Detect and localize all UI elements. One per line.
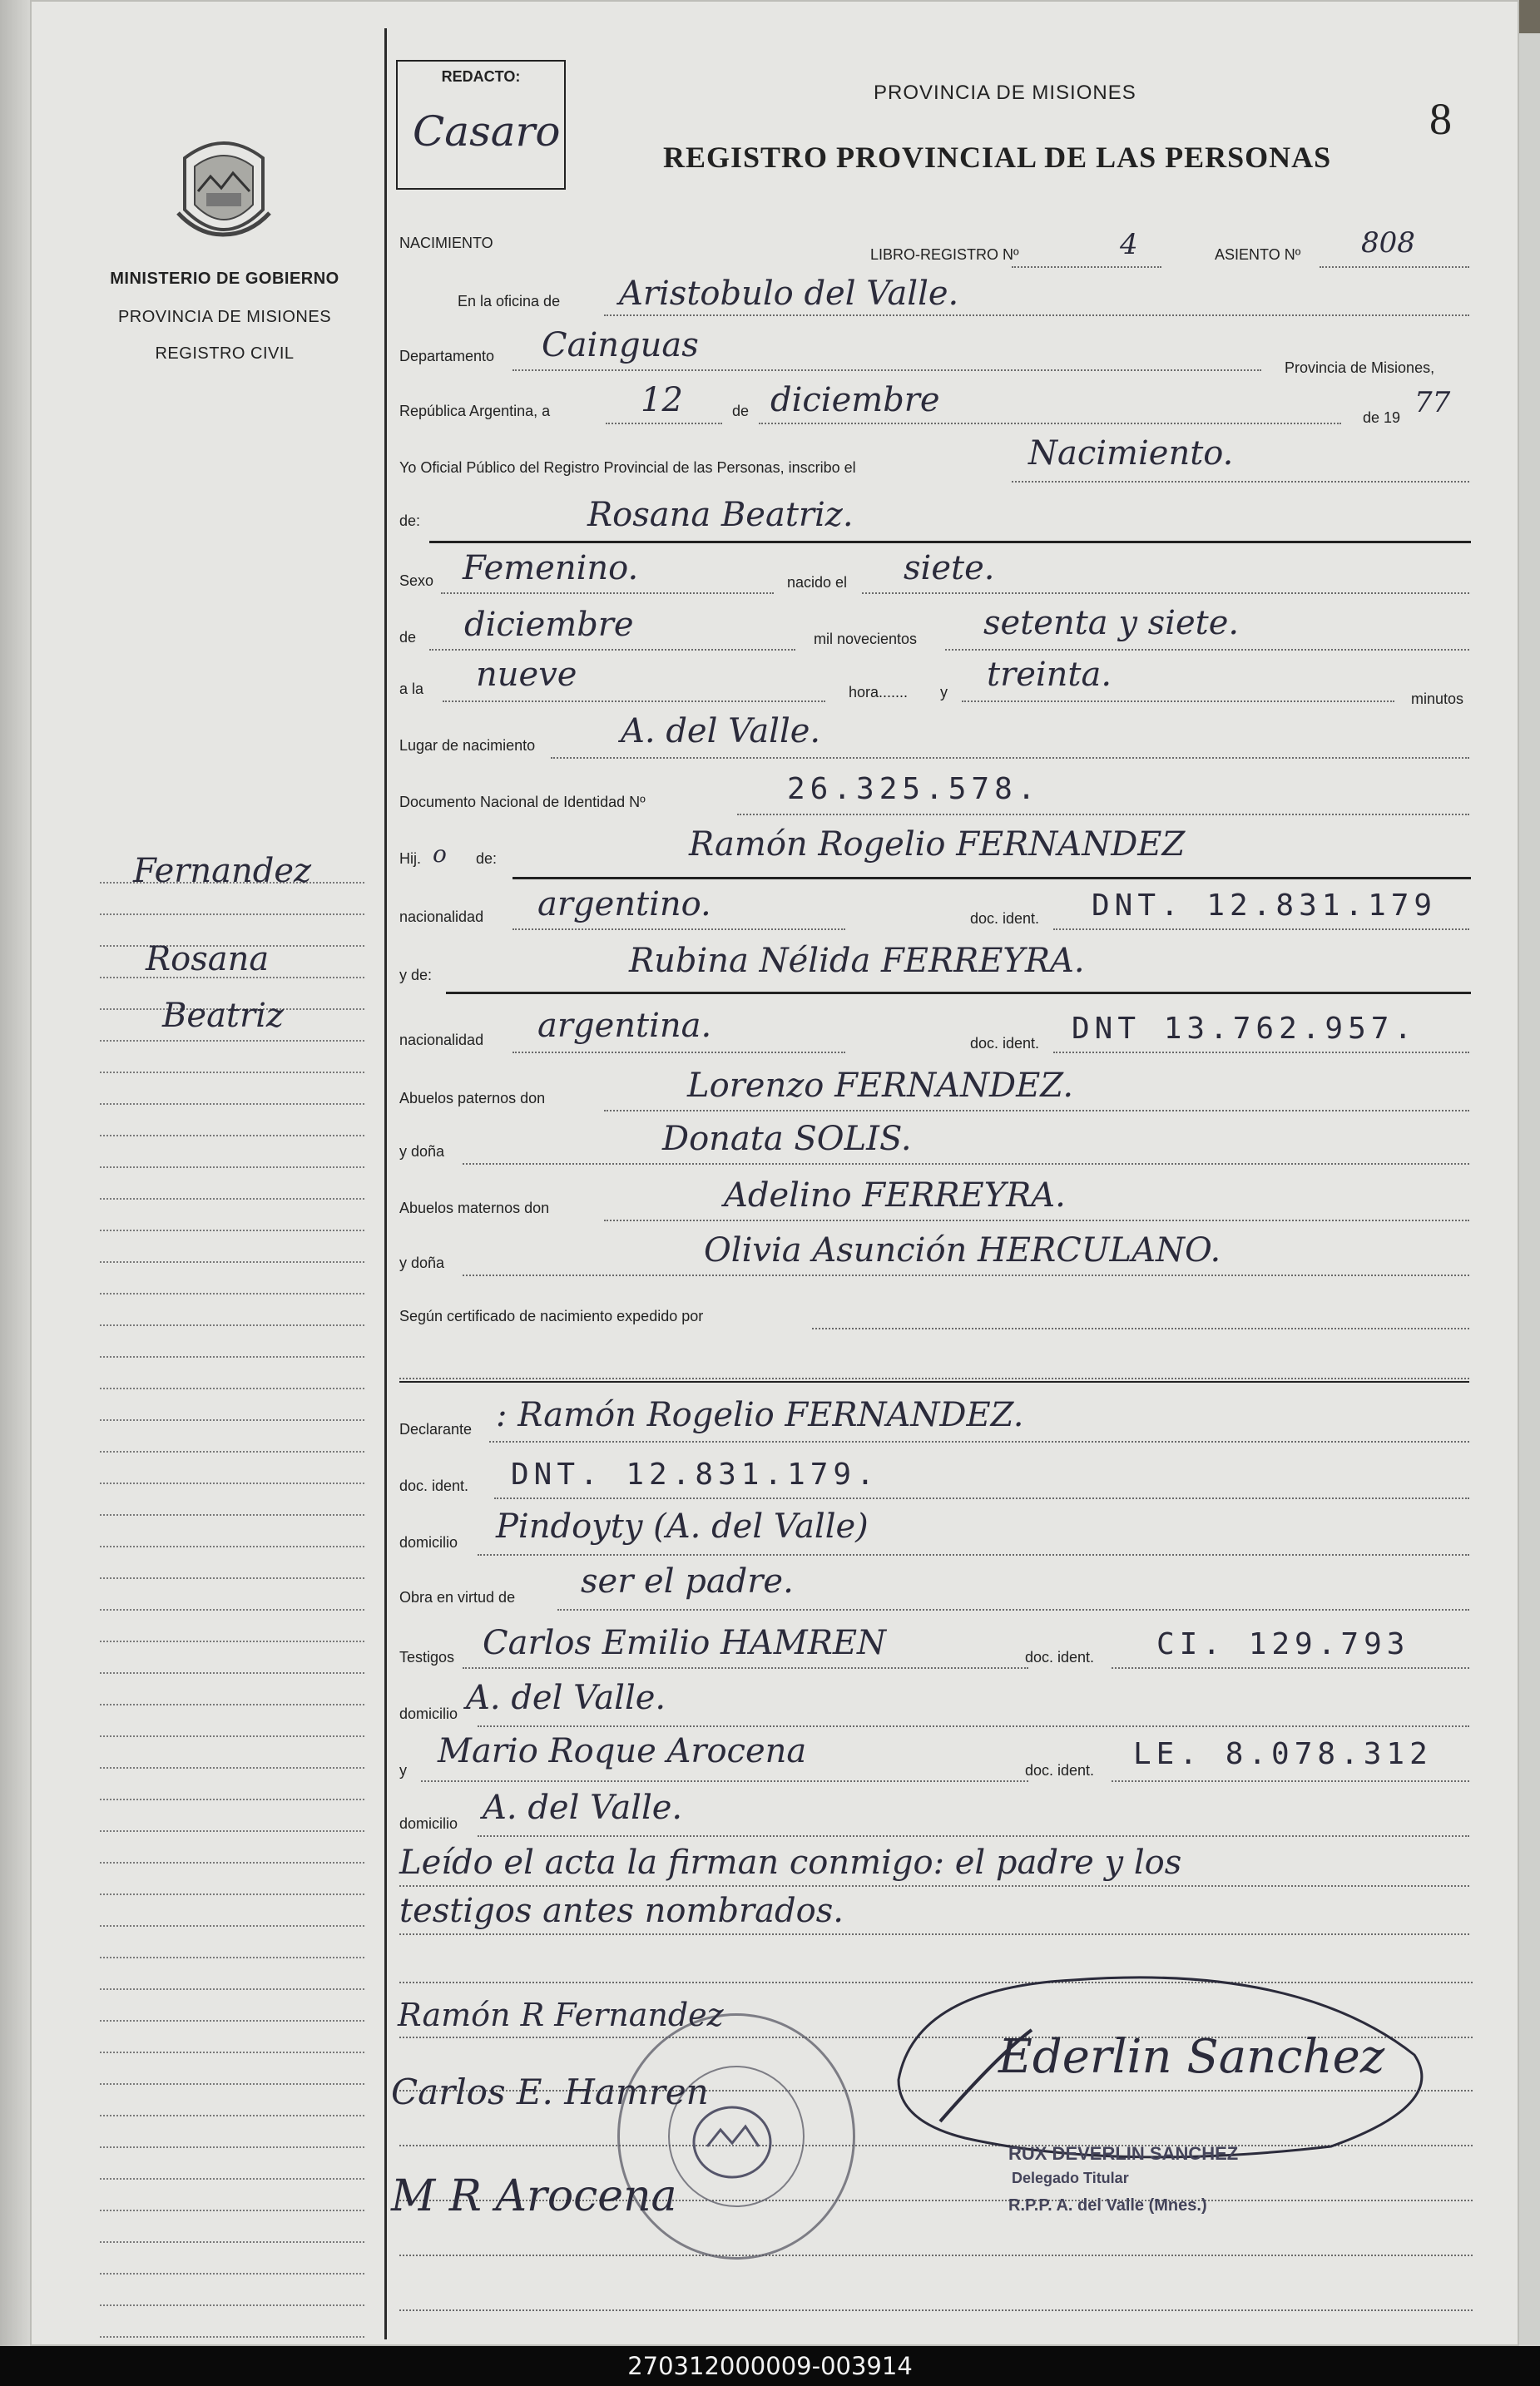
declarante-value: : Ramón Rogelio FERNANDEZ. <box>496 1396 1024 1434</box>
obra-label: Obra en virtud de <box>399 1589 516 1606</box>
row-nombre <box>396 496 1478 542</box>
row-obra <box>396 1562 1478 1617</box>
abm-label: Abuelos maternos don <box>399 1200 550 1216</box>
row-dni <box>396 772 1478 820</box>
nac2-label: nacionalidad <box>399 1032 484 1048</box>
province-seal-icon <box>173 133 275 250</box>
nacido-value: siete. <box>904 549 995 587</box>
domicilio2-value: A. del Valle. <box>466 1679 666 1717</box>
page-number: 8 <box>1429 94 1452 144</box>
ministry-province: PROVINCIA DE MISIONES <box>117 308 332 326</box>
row-declarante <box>396 1396 1478 1449</box>
minutos-label: minutos <box>1411 691 1464 707</box>
row-certificado <box>396 1298 1478 1341</box>
row-testigo2 <box>396 1732 1478 1785</box>
row-oficina <box>396 275 1478 326</box>
obra-value: ser el padre. <box>581 1562 794 1601</box>
domicilio2-label: domicilio <box>399 1705 458 1722</box>
redacto-label: REDACTO: <box>441 68 521 85</box>
nac1-value: argentino. <box>537 885 711 923</box>
testigos-label: Testigos <box>399 1649 455 1666</box>
row-abuela-materna <box>396 1231 1478 1280</box>
nacimiento-label: NACIMIENTO <box>399 235 493 251</box>
ydona2-label: y doña <box>399 1255 445 1271</box>
oficina-value: Aristobulo del Valle. <box>619 275 959 313</box>
doct2-label: doc. ident. <box>1025 1762 1095 1779</box>
de2-label: de: <box>399 512 421 529</box>
anio-value: 77 <box>1414 386 1451 419</box>
nombre-value: Rosana Beatriz. <box>587 496 854 534</box>
lugar-value: A. del Valle. <box>621 712 821 750</box>
hijo-label: Hij. <box>399 850 421 867</box>
domicilio3-value: A. del Valle. <box>483 1789 683 1827</box>
row-domicilio-testigo2 <box>396 1789 1478 1844</box>
official-signature: Ederlin Sanchez <box>998 2030 1385 2084</box>
ministry-registry: REGISTRO CIVIL <box>155 344 295 363</box>
mes-value: diciembre <box>770 381 940 419</box>
de-label: de <box>732 403 750 419</box>
abm-value: Adelino FERREYRA. <box>724 1176 1066 1215</box>
row-fecha-nacimiento <box>396 604 1478 657</box>
abp-label: Abuelos paternos don <box>399 1090 546 1106</box>
row-libro <box>396 226 1478 276</box>
page-edge <box>0 0 30 2346</box>
margin-note-lines <box>100 882 364 2368</box>
sig-line <box>399 2309 1473 2311</box>
oficina-label: En la oficina de <box>458 293 561 309</box>
doc1-label: doc. ident. <box>970 910 1040 927</box>
signature-testigo1: Carlos E. Hamren <box>391 2072 709 2112</box>
libro-value: 4 <box>1120 228 1138 261</box>
republica-label: República Argentina, a <box>399 403 551 419</box>
padre-value: Ramón Rogelio FERNANDEZ <box>689 825 1186 864</box>
mes2-value: diciembre <box>464 606 634 644</box>
ydona1-value: Donata SOLIS. <box>662 1120 912 1158</box>
row-sexo <box>396 549 1478 602</box>
de3-label: de <box>399 629 417 646</box>
departamento-label: Departamento <box>399 348 495 364</box>
ydona2-value: Olivia Asunción HERCULANO. <box>704 1231 1221 1270</box>
margin-note-name1: Rosana <box>146 940 270 978</box>
official-name: RUX DEVERLIN SANCHEZ <box>1008 2143 1239 2164</box>
row-nacionalidad-padre <box>396 885 1478 935</box>
leido-line2: testigos antes nombrados. <box>399 1892 844 1930</box>
row-abuelo-paterno <box>396 1067 1478 1115</box>
margin-divider <box>384 28 387 2339</box>
oficial-value: Nacimiento. <box>1028 434 1234 473</box>
testigo1-value: Carlos Emilio HAMREN <box>483 1624 887 1662</box>
row-departamento <box>396 326 1478 379</box>
doc2-value: DNT 13.762.957. <box>1072 1012 1418 1046</box>
ala-label: a la <box>399 681 424 697</box>
oficial-label: Yo Oficial Público del Registro Provincial de las Personas, inscribo el <box>399 459 856 476</box>
docd-label: doc. ident. <box>399 1478 469 1494</box>
segun-label: Según certificado de nacimiento expedido por <box>399 1308 704 1324</box>
nac2-value: argentina. <box>537 1007 712 1045</box>
registry-header: REGISTRO PROVINCIAL DE LAS PERSONAS <box>663 141 1332 174</box>
row-fecha-inscripcion <box>396 381 1478 431</box>
domicilio1-label: domicilio <box>399 1534 458 1551</box>
nacido-label: nacido el <box>787 574 848 591</box>
row-hijo <box>396 825 1478 877</box>
province-header: PROVINCIA DE MISIONES <box>874 82 1136 104</box>
lugar-label: Lugar de nacimiento <box>399 737 536 754</box>
leido-line1: Leído el acta la firman conmigo: el padre y los <box>399 1844 1182 1882</box>
redacto-box <box>396 60 566 190</box>
row-madre <box>396 942 1478 992</box>
dni-value: 26.325.578. <box>787 772 1041 806</box>
row-abuelo-materno <box>396 1176 1478 1225</box>
margin-note-name2: Beatriz <box>162 997 284 1035</box>
row-leido <box>396 1842 1478 1933</box>
departamento-value: Cainguas <box>542 326 699 364</box>
anio-label: de 19 <box>1363 409 1401 426</box>
declarante-label: Declarante <box>399 1421 473 1438</box>
row-domicilio-testigo1 <box>396 1679 1478 1730</box>
asiento-label: ASIENTO Nº <box>1215 246 1301 263</box>
row-doc-declarante <box>396 1458 1478 1504</box>
margin-note-surname: Fernandez <box>133 852 312 890</box>
signature-testigo2: M R Arocena <box>391 2171 677 2221</box>
hora-value: nueve <box>476 656 577 694</box>
hijo-suffix: o <box>433 840 447 868</box>
sexo-value: Femenino. <box>463 549 639 587</box>
row-testigo1 <box>396 1624 1478 1672</box>
dia-value: 12 <box>641 381 683 419</box>
asiento-value: 808 <box>1361 226 1415 260</box>
document-id-footer: 270312000009-003914 <box>0 2346 1540 2386</box>
dni-label: Documento Nacional de Identidad Nº <box>399 794 646 810</box>
yde-label: y de: <box>399 967 433 983</box>
docd-value: DNT. 12.831.179. <box>511 1458 879 1492</box>
nac1-label: nacionalidad <box>399 908 484 925</box>
abp-value: Lorenzo FERNANDEZ. <box>687 1067 1074 1105</box>
official-title: Delegado Titular <box>1012 2170 1129 2186</box>
sig-line <box>399 2255 1473 2256</box>
row-abuela-paterna <box>396 1120 1478 1168</box>
provincia-suffix: Provincia de Misiones, <box>1285 359 1435 376</box>
official-place: R.P.P. A. del Valle (Mnes.) <box>1008 2196 1207 2215</box>
doct1-value: CI. 129.793 <box>1156 1627 1410 1661</box>
row-domicilio-declarante <box>396 1507 1478 1559</box>
mil-label: mil novecientos <box>814 631 918 647</box>
libro-label: LIBRO-REGISTRO Nº <box>870 246 1019 263</box>
hijo-de-label: de: <box>476 850 498 867</box>
row-nacionalidad-madre <box>396 1007 1478 1058</box>
testigo2-value: Mario Roque Arocena <box>438 1732 807 1770</box>
redacto-value: Casaro <box>413 107 561 156</box>
ministry-title: MINISTERIO DE GOBIERNO <box>110 270 339 288</box>
doc2-label: doc. ident. <box>970 1035 1040 1052</box>
madre-value: Rubina Nélida FERREYRA. <box>629 942 1085 980</box>
doct2-value: LE. 8.078.312 <box>1133 1737 1433 1771</box>
domicilio1-value: Pindoyty (A. del Valle) <box>496 1507 869 1546</box>
domicilio3-label: domicilio <box>399 1815 458 1832</box>
ydona1-label: y doña <box>399 1143 445 1160</box>
doc1-value: DNT. 12.831.179 <box>1092 889 1438 923</box>
y2-label: y <box>399 1762 407 1779</box>
doct1-label: doc. ident. <box>1025 1649 1095 1666</box>
row-hora <box>396 656 1478 709</box>
y-label: y <box>940 684 948 700</box>
hora-label: hora....... <box>849 684 909 700</box>
row-lugar <box>396 712 1478 765</box>
minutos-value: treinta. <box>987 656 1112 694</box>
signature-padre: Ramón R Fernandez <box>398 1997 724 2033</box>
row-oficial <box>396 434 1478 489</box>
sexo-label: Sexo <box>399 572 434 589</box>
mil-value: setenta y siete. <box>983 604 1240 642</box>
